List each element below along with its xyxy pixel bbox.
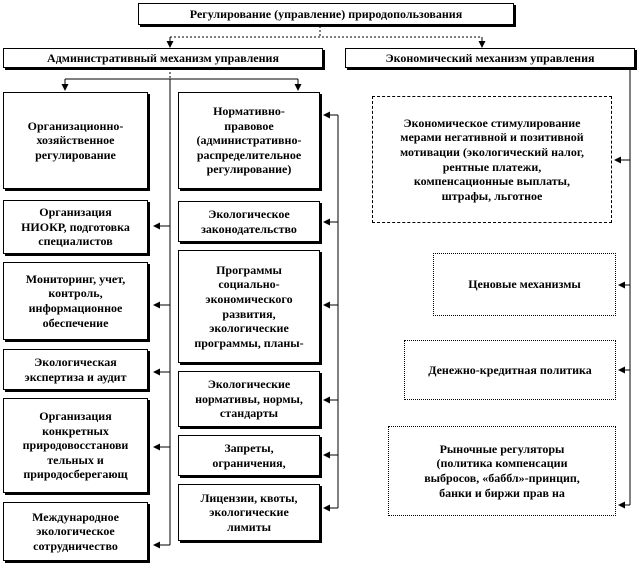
econ-label-1: Экономическое стимулирование мерами негативной и позитивной мотивации (экологический налог, рентные платежи, компенсационные выплаты, штрафы, льготное xyxy=(400,115,584,203)
econ-box-4 xyxy=(388,426,616,516)
econ-label-4: Рыночные регуляторы (политика компенсации выбросов, «баббл»-принцип, банки и биржи прав на xyxy=(424,441,580,500)
admin-left-box-1 xyxy=(3,92,148,189)
admin-left-label-2: Организация НИОКР, подготовка специалистов xyxy=(21,205,130,249)
admin-left-box-4 xyxy=(3,349,148,390)
admin-right-box-4 xyxy=(178,371,320,427)
econ-label-3: Денежно-кредитная политика xyxy=(428,362,592,377)
admin-right-box-6 xyxy=(178,484,320,541)
admin-right-label-2: Экологическое законодательство xyxy=(201,206,297,236)
admin-right-box-3 xyxy=(178,250,320,363)
top-title-box xyxy=(138,3,514,25)
admin-left-box-3 xyxy=(3,262,148,340)
admin-right-box-5 xyxy=(178,435,320,476)
econ-label-2: Ценовые механизмы xyxy=(468,277,581,292)
top-title: Регулирование (управление) природопользования xyxy=(189,6,463,21)
admin-left-label-3: Мониторинг, учет, контроль, информационное обеспечение xyxy=(25,271,126,330)
admin-left-label-5: Организация конкретных природовосстанови тельных и природосберегающ xyxy=(22,408,129,482)
admin-right-label-6: Лицензии, квоты, экологические лимиты xyxy=(200,490,298,534)
admin-right-box-2 xyxy=(178,201,320,242)
admin-right-box-1 xyxy=(178,92,320,189)
admin-left-box-5 xyxy=(3,398,148,493)
admin-left-label-4: Экологическая экспертиза и аудит xyxy=(24,354,127,384)
econ-box-2 xyxy=(433,253,616,316)
admin-left-label-6: Международное экологическое сотрудничество xyxy=(32,509,119,553)
admin-left-label-1: Организационно- хозяйственное регулирование xyxy=(27,118,124,162)
econ-header-box xyxy=(345,48,635,68)
admin-header-box xyxy=(3,48,323,68)
econ-box-3 xyxy=(404,340,616,400)
econ-box-1 xyxy=(372,96,612,223)
admin-left-box-6 xyxy=(3,502,148,561)
admin-right-label-5: Запреты, ограничения, xyxy=(212,440,286,470)
admin-right-label-4: Экологические нормативы, нормы, стандарты xyxy=(195,377,303,421)
admin-right-label-1: Нормативно- правовое (административно- распределительное регулирование) xyxy=(196,103,302,177)
admin-right-label-3: Программы социально- экономического развития, экологические программы, планы- xyxy=(194,262,304,350)
admin-left-box-2 xyxy=(3,200,148,254)
econ-header: Экономический механизм управления xyxy=(385,50,595,65)
admin-header: Административный механизм управления xyxy=(47,50,279,65)
